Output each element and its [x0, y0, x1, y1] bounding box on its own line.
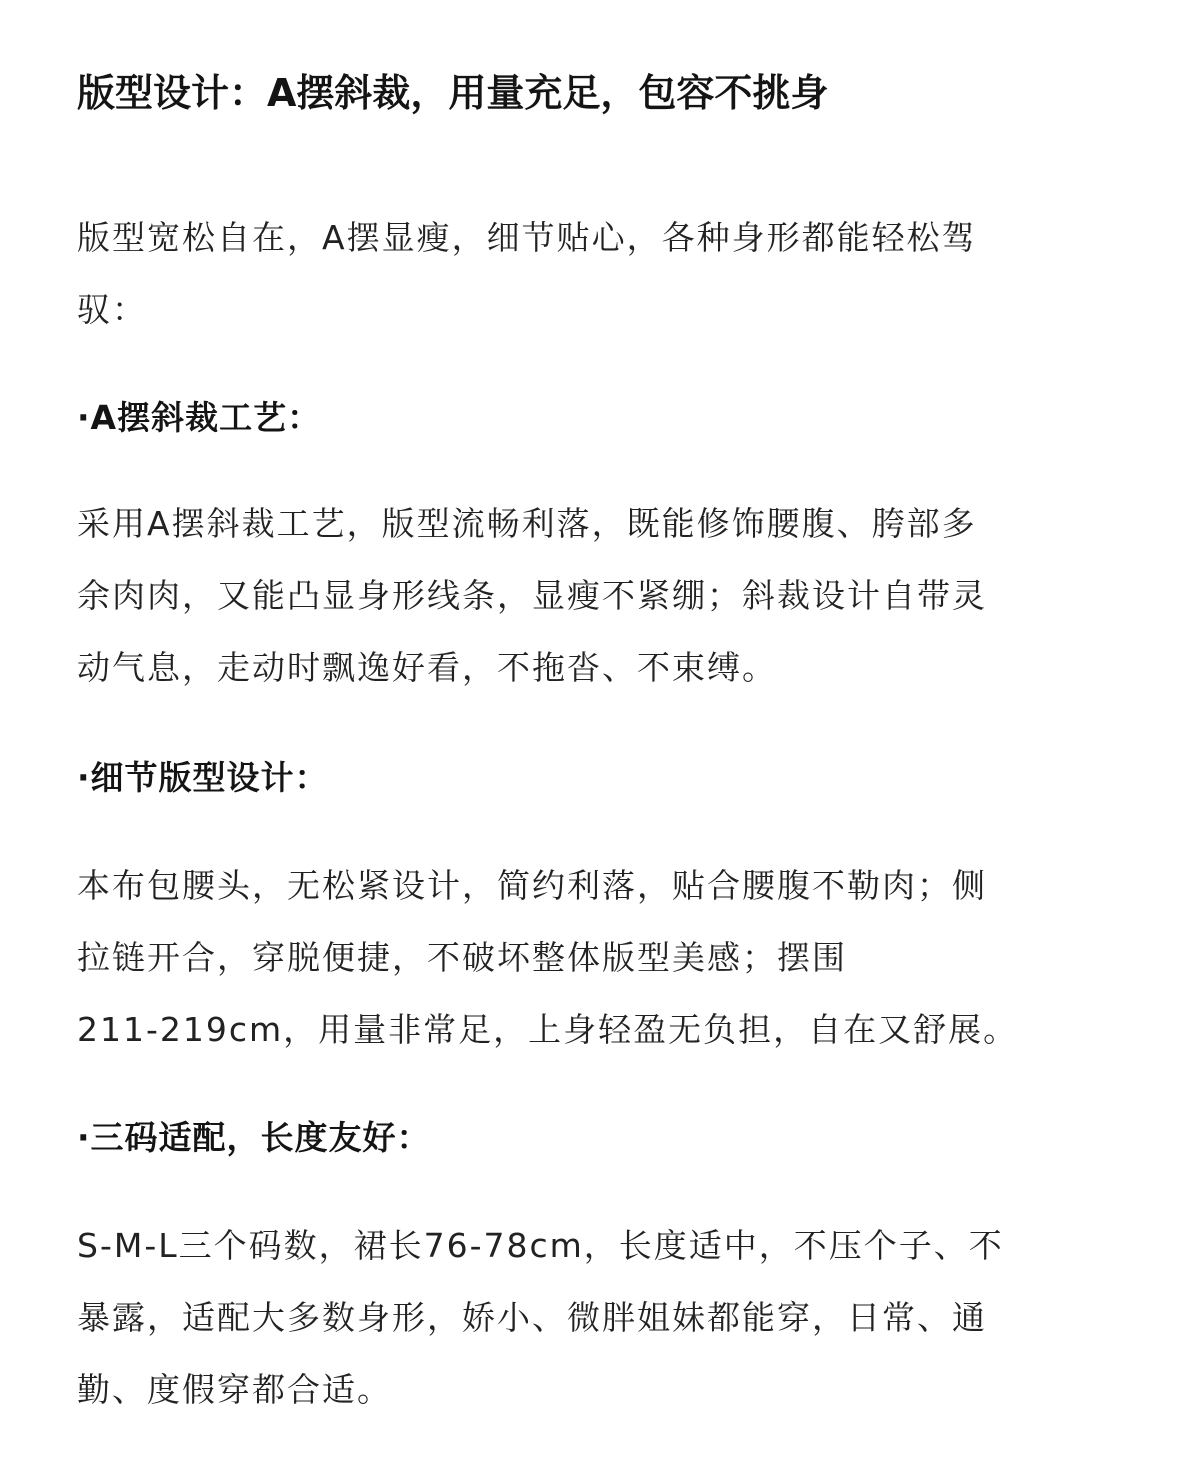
section-body-line: 本布包腰头，无松紧设计，简约利落，贴合腰腹不勒肉；侧: [77, 866, 987, 905]
intro-line: 版型宽松自在，A摆显瘦，细节贴心，各种身形都能轻松驾: [77, 218, 977, 257]
section-body-a-line-cut: [77, 488, 1122, 704]
section-heading-detail-design: ·细节版型设计：: [77, 758, 329, 797]
section-body-detail-design: [77, 850, 1122, 1066]
intro-line: 驭：: [77, 290, 147, 329]
section-body-sizes: [77, 1210, 1122, 1426]
section-body-line: 动气息，走动时飘逸好看，不拖沓、不束缚。: [77, 648, 777, 687]
section-heading-sizes: ·三码适配，长度友好：: [77, 1118, 431, 1157]
section-body-line: S-M-L三个码数，裙长76-78cm，长度适中，不压个子、不: [77, 1226, 1004, 1265]
section-body-line: 暴露，适配大多数身形，娇小、微胖姐妹都能穿，日常、通: [77, 1298, 987, 1337]
section-body-line: 拉链开合，穿脱便捷，不破坏整体版型美感；摆围: [77, 938, 847, 977]
section-heading-a-line-cut: ·A摆斜裁工艺：: [77, 398, 322, 437]
section-body-line: 采用A摆斜裁工艺，版型流畅利落，既能修饰腰腹、胯部多: [77, 504, 977, 543]
section-body-line: 211-219cm，用量非常足，上身轻盈无负担，自在又舒展。: [77, 1010, 1019, 1049]
section-body-line: 余肉肉，又能凸显身形线条，显瘦不紧绷；斜裁设计自带灵: [77, 576, 987, 615]
intro-paragraph: [77, 202, 1122, 346]
page-title: 版型设计：A摆斜裁，用量充足，包容不挑身: [77, 71, 829, 115]
section-body-line: 勤、度假穿都合适。: [77, 1370, 392, 1409]
